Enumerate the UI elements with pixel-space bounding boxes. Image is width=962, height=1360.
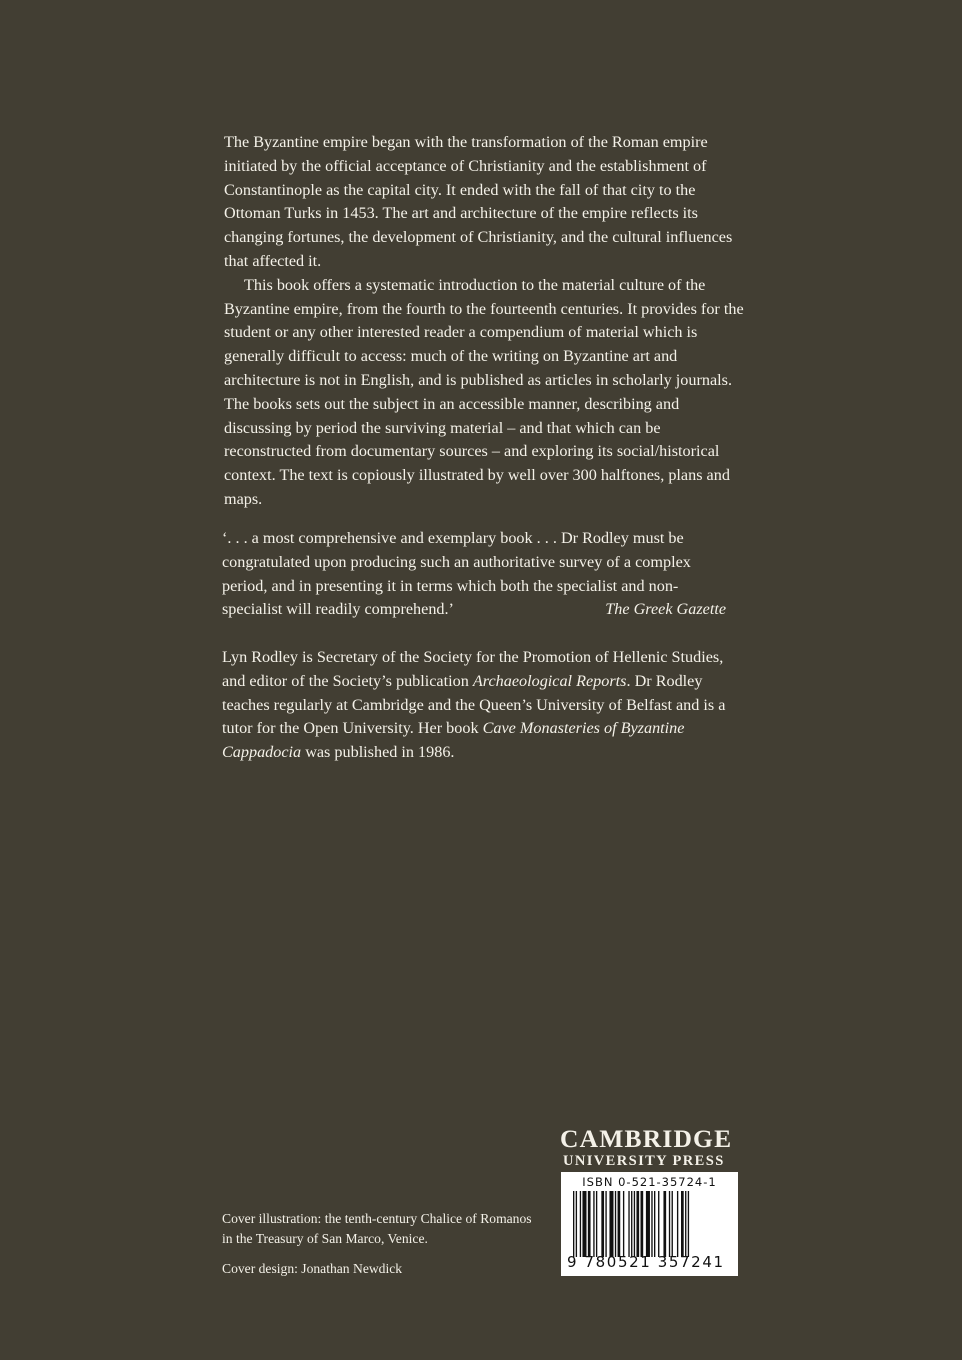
author-bio-text-3: was published in 1986. <box>301 743 455 762</box>
barcode-bar <box>573 1191 574 1257</box>
barcode-bar <box>593 1191 594 1257</box>
barcode-bar <box>651 1191 652 1257</box>
barcode-bar <box>663 1191 666 1257</box>
barcode-bar <box>588 1191 591 1257</box>
barcode-bar <box>615 1191 616 1257</box>
barcode-bar <box>672 1191 673 1257</box>
barcode-bar <box>681 1191 684 1257</box>
author-bio <box>222 646 732 765</box>
barcode-bars-icon <box>567 1191 732 1257</box>
barcode-bar <box>601 1191 604 1257</box>
barcode-bar <box>605 1191 606 1257</box>
barcode-bar <box>609 1191 613 1257</box>
barcode-bar <box>636 1191 639 1257</box>
barcode-bar <box>641 1191 644 1257</box>
review-source: The Greek Gazette <box>605 600 726 619</box>
barcode-bar <box>582 1191 586 1257</box>
publisher-name: CAMBRIDGE <box>560 1124 733 1153</box>
cover-design-credit: Cover design: Jonathan Newdick <box>222 1261 403 1276</box>
cover-credits <box>222 1209 542 1279</box>
barcode-bar <box>688 1191 689 1257</box>
cover-illustration-credit: Cover illustration: the tenth-century Chalice of Romanos in the Treasury of San Marco, Venice. <box>222 1211 532 1246</box>
barcode-bar <box>677 1191 678 1257</box>
barcode-bar <box>596 1191 597 1257</box>
barcode-bar <box>658 1191 659 1257</box>
author-bio-text-1: Lyn Rodley is Secretary of the Society for the Promotion of Hellenic Studies, and editor of the Society’s publication <box>222 648 724 690</box>
barcode-bar <box>669 1191 670 1257</box>
review-quote-text: ‘. . . a most comprehensive and exemplary book . . . Dr Rodley must be congratulated upon producing such an authoritative survey of a complex period, and in presenting it in terms which both the specialist and non-specialist will readily comprehend.’ <box>222 529 691 619</box>
blurb-paragraph-2: This book offers a systematic introduction to the material culture of the Byzantine empire, from the fourth to the fourteenth centuries. It provides for the student or any other interested reader a compendium of material which is generally difficult to access: much of the writing on Byzantine art and architecture is not in English, and is published as articles in scholarly journals. The books sets out the subject in an accessible manner, describing and discussing by period the surviving material – and that which can be reconstructed from documentary sources – and exploring its social/historical context. The text is copiously illustrated by well over 300 halftones, plans and maps. <box>224 275 744 508</box>
ean-number: 9 780521 357241 <box>567 1253 725 1271</box>
blurb <box>224 131 744 512</box>
book-title: Cave Monasteries of Byzantine Cappadocia <box>222 719 685 762</box>
barcode-bar <box>654 1191 655 1257</box>
publisher-logo <box>560 1125 740 1169</box>
barcode-bar <box>646 1191 650 1257</box>
barcode-bar <box>618 1191 621 1257</box>
barcode-bar <box>628 1191 629 1257</box>
blurb-paragraph-1: The Byzantine empire began with the transformation of the Roman empire initiated by the official acceptance of Christianity and the establishment of Constantinople as the capital city. It ended with the fall of that city to the Ottoman Turks in 1453. The art and architecture of the empire reflects its changing fortunes, the development of Christianity, and the cultural influences that affected it. <box>224 133 733 270</box>
barcode-bar <box>685 1191 686 1257</box>
barcode-bar <box>623 1191 624 1257</box>
author-bio-text-2: . Dr Rodley teaches regularly at Cambridge and the Queen’s University of Belfast and is a tutor for the Open University. Her book <box>222 671 726 738</box>
publisher-subname: UNIVERSITY PRESS <box>563 1153 725 1169</box>
barcode-bar <box>580 1191 581 1257</box>
isbn-label: ISBN 0-521-35724-1 <box>582 1175 717 1189</box>
publication-title: Archaeological Reports <box>472 671 627 690</box>
barcode-bar <box>576 1191 577 1257</box>
review-quote <box>222 527 732 622</box>
barcode-bar <box>634 1191 635 1257</box>
isbn-barcode <box>561 1172 738 1276</box>
barcode-bar <box>631 1191 632 1257</box>
